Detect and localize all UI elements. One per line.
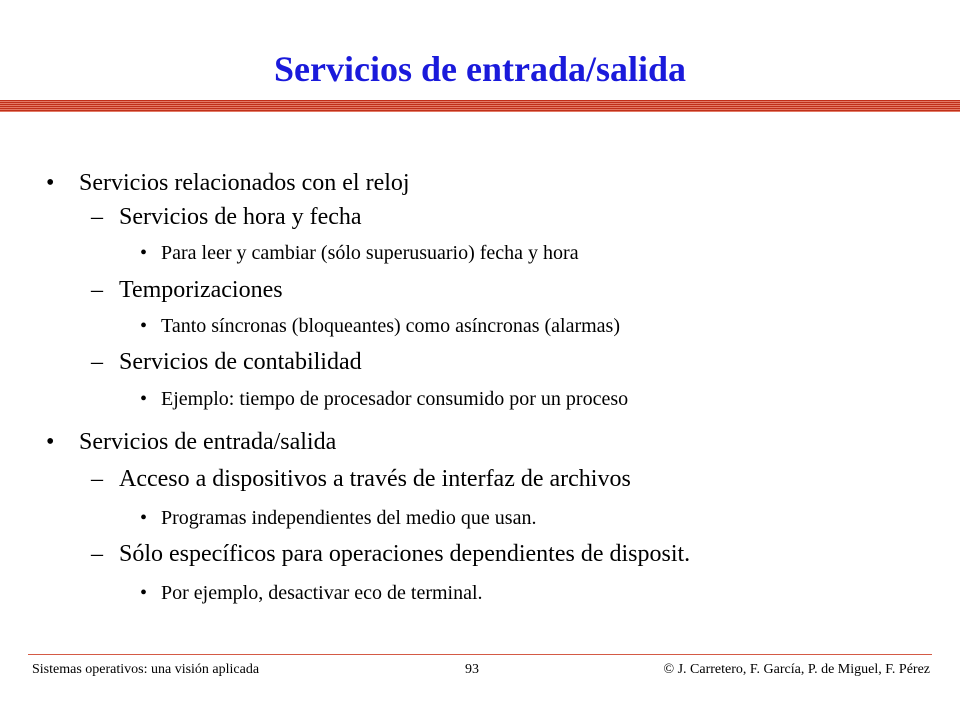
footer-rule (28, 654, 932, 655)
detail-text: Ejemplo: tiempo de procesador consumido por un proceso (161, 388, 629, 410)
footer-book-title: Sistemas operativos: una visión aplicada (32, 662, 260, 677)
detail-text: Por ejemplo, desactivar eco de terminal. (161, 582, 483, 604)
detail-text: Para leer y cambiar (sólo superusuario) fecha y hora (161, 242, 579, 264)
dash-mark: – (91, 466, 103, 492)
detail-date-time (140, 238, 579, 268)
section-label: Servicios relacionados con el reloj (79, 170, 410, 196)
dash-mark: – (91, 541, 103, 567)
bullet-mark: • (140, 315, 148, 337)
bullet-mark: • (46, 170, 55, 196)
detail-accounting (140, 384, 629, 414)
item-device-access (91, 462, 631, 496)
item-label: Sólo específicos para operaciones dependientes de disposit. (119, 541, 691, 567)
detail-text: Tanto síncronas (bloqueantes) como asíncronas (alarmas) (161, 315, 620, 337)
item-label: Acceso a dispositivos a través de interfaz de archivos (119, 466, 631, 492)
detail-text: Programas independientes del medio que usan. (161, 507, 537, 529)
title-underline (0, 100, 960, 112)
footer-authors: © J. Carretero, F. García, P. de Miguel, F. Pérez (663, 662, 930, 677)
section-io (46, 425, 337, 459)
bullet-mark: • (140, 388, 148, 410)
item-specific-ops (91, 537, 691, 571)
item-label: Servicios de contabilidad (119, 349, 362, 375)
detail-device-access (140, 503, 537, 533)
slide-title: Servicios de entrada/salida (274, 49, 686, 89)
item-date-time (91, 200, 362, 234)
detail-timers (140, 311, 620, 341)
dash-mark: – (91, 204, 103, 230)
footer-page-number: 93 (465, 662, 479, 677)
dash-mark: – (91, 349, 103, 375)
section-clock (46, 166, 410, 200)
bullet-mark: • (46, 429, 55, 455)
bullet-mark: • (140, 507, 148, 529)
item-label: Temporizaciones (119, 277, 283, 303)
detail-specific-ops (140, 578, 483, 608)
bullet-mark: • (140, 242, 148, 264)
item-label: Servicios de hora y fecha (119, 204, 362, 230)
dash-mark: – (91, 277, 103, 303)
section-label: Servicios de entrada/salida (79, 429, 337, 455)
bullet-mark: • (140, 582, 148, 604)
item-timers (91, 273, 283, 307)
item-accounting (91, 345, 362, 379)
